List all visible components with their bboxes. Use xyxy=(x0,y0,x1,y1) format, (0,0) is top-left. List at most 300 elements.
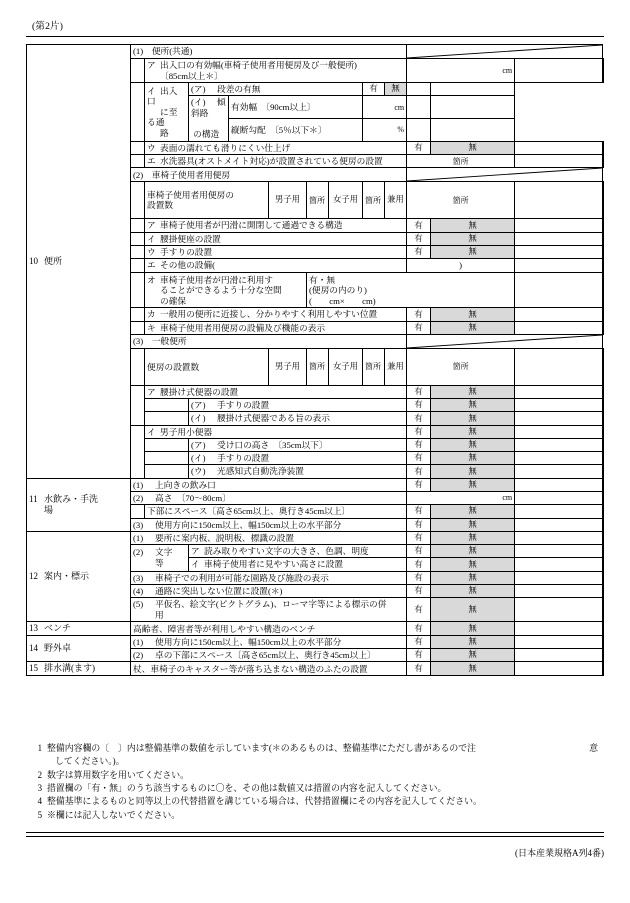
indent-spacer xyxy=(131,245,145,258)
daitai-sochi-entry-cell[interactable] xyxy=(603,245,604,258)
indent-spacer xyxy=(131,505,145,518)
note-item xyxy=(26,782,604,795)
row-marker: イ xyxy=(147,85,156,96)
row-label-dansa-umu xyxy=(189,83,363,96)
row-label-yukouhaba xyxy=(229,96,363,119)
measure-aru[interactable]: 有 xyxy=(407,465,431,478)
sub-marker: (ア) xyxy=(191,400,206,411)
unit-cell-cm: cm xyxy=(407,59,515,83)
table-row xyxy=(27,531,604,544)
diagonal-slash-cell xyxy=(407,45,603,59)
measure-nashi[interactable]: 無 xyxy=(431,245,515,258)
indent-spacer-2 xyxy=(145,399,189,412)
daitai-sochi-entry-cell[interactable] xyxy=(431,96,515,119)
indent-spacer-2 xyxy=(145,412,189,425)
daitai-sochi-entry-cell[interactable] xyxy=(603,219,604,232)
measure-nashi[interactable]: 無 xyxy=(431,141,515,154)
measure-nashi[interactable]: 無 xyxy=(431,622,515,636)
row-marker: (3) xyxy=(133,572,144,583)
daitai-sochi-entry-cell[interactable] xyxy=(603,571,604,584)
row-marker: ア xyxy=(147,220,156,231)
row-text: 要所に案内板、説明板、標識の設置 xyxy=(155,532,294,543)
row-label-ippan-kinsetsu xyxy=(145,308,407,321)
jis-standard-note: (日本産業規格A列4番) xyxy=(515,848,604,858)
row-marker: オ xyxy=(147,274,156,285)
measure-aru[interactable]: 有 xyxy=(407,571,431,584)
note-item xyxy=(26,769,604,782)
table-row xyxy=(27,478,604,491)
sub-text: 手すりの設置 xyxy=(217,400,270,411)
sochi-entry-cell[interactable] xyxy=(515,571,603,584)
accessibility-checklist-table xyxy=(26,44,604,676)
sochi-entry-cell[interactable] xyxy=(515,452,603,465)
sochi-entry-cell[interactable] xyxy=(515,558,603,571)
measure-nashi[interactable]: 無 xyxy=(431,558,515,571)
measure-nashi[interactable]: 無 xyxy=(431,571,515,584)
measure-nashi[interactable]: 無 xyxy=(431,531,515,544)
measure-nashi[interactable]: 無 xyxy=(431,399,515,412)
measure-nashi[interactable]: 無 xyxy=(431,438,515,451)
row-text: 車椅子での利用が可能な園路及び施設の表示 xyxy=(155,572,329,583)
row-label-moji-tou: (2) 文字 等 xyxy=(131,545,189,572)
note-text: 数字は算用数字を用いてください。 xyxy=(47,769,189,780)
note-item xyxy=(26,809,604,822)
daitai-sochi-entry-cell[interactable] xyxy=(603,321,604,334)
row-marker: (1) xyxy=(133,479,144,490)
measure-aru[interactable]: 有 xyxy=(407,531,431,544)
row-label-setsubi-kinou-hyouji xyxy=(145,321,407,334)
row-marker: イ xyxy=(147,233,156,244)
sochi-entry-cell[interactable] xyxy=(515,492,603,505)
sub-marker: イ xyxy=(191,559,200,570)
category-number: 11 xyxy=(29,493,38,504)
daitai-sochi-entry-cell[interactable] xyxy=(603,182,604,219)
measure-aru[interactable]: 有 xyxy=(363,83,385,96)
sub-marker: (ア) xyxy=(191,439,206,450)
category-name: 便所 xyxy=(44,256,63,267)
row-marker: エ xyxy=(147,260,156,271)
daitai-sochi-entry-cell[interactable] xyxy=(603,259,604,272)
sub-text: 車椅子使用者に見やすい高さに設置 xyxy=(204,559,343,570)
sochi-entry-cell[interactable] xyxy=(515,219,603,232)
group-header-benjo-kyotsu: (1) 便所(共通) xyxy=(131,45,407,59)
category-name: ベンチ xyxy=(44,623,72,634)
sub-text: 読み取りやすい文字の大きさ、色調、明度 xyxy=(204,546,369,557)
sochi-entry-cell[interactable] xyxy=(515,259,603,272)
daitai-sochi-entry-cell[interactable] xyxy=(603,155,604,168)
daitai-sochi-entry-cell[interactable] xyxy=(603,492,604,505)
sochi-entry-cell[interactable] xyxy=(515,438,603,451)
measure-aru[interactable]: 有 xyxy=(407,584,431,597)
sochi-entry-cell[interactable] xyxy=(515,232,603,245)
unit-joshi-kasho: 箇所 xyxy=(363,348,385,385)
category-name: 野外卓 xyxy=(44,643,72,654)
measure-aru[interactable]: 有 xyxy=(407,219,431,232)
sub-marker: (ウ) xyxy=(191,466,206,477)
sochi-entry-cell[interactable] xyxy=(515,531,603,544)
unit-cell-percent: % xyxy=(363,119,407,142)
measure-nashi[interactable]: 無 xyxy=(431,518,515,531)
row-marker: (2) xyxy=(133,650,144,661)
measure-aru[interactable]: 有 xyxy=(407,412,431,425)
sochi-entry-cell[interactable] xyxy=(515,155,603,168)
row-text: 水洗器具(オストメイト対応)が設置されている便房の設置 xyxy=(160,156,383,167)
indent-spacer xyxy=(131,232,145,245)
row-text: 腰掛便座の設置 xyxy=(160,233,221,244)
measure-aru[interactable]: 有 xyxy=(407,452,431,465)
measure-aru[interactable]: 有 xyxy=(407,545,431,558)
joshiyou-label: 女子用 xyxy=(332,195,359,205)
measure-aru[interactable]: 有 xyxy=(407,622,431,636)
unit-cell-cm: cm xyxy=(363,96,407,119)
category-cell-10 xyxy=(27,45,131,479)
category-cell-11: 11 水飲み・手洗 場 xyxy=(27,478,131,531)
measure-aru[interactable]: 有 xyxy=(407,662,431,676)
note-continuation: してください。)。 xyxy=(55,756,125,767)
table-row xyxy=(27,662,604,676)
measure-nashi[interactable]: 無 xyxy=(431,321,515,334)
row-label-keisharo-kouzou: (イ) 傾斜路 の構造 xyxy=(189,96,229,141)
row-label-danshiyou-shoubenki xyxy=(145,425,407,438)
sub-text: 手すりの設置 xyxy=(217,453,270,464)
row-label-takasa-70-80 xyxy=(131,492,407,505)
sochi-entry-cell[interactable] xyxy=(515,518,603,531)
row-text: 一般用の便所に近接し、分かりやすく利用しやすい位置 xyxy=(160,309,378,320)
measure-nashi[interactable]: 無 xyxy=(431,308,515,321)
daitai-sochi-entry-cell[interactable] xyxy=(603,399,604,412)
measure-nashi[interactable]: 無 xyxy=(431,219,515,232)
daitai-sochi-entry-cell[interactable] xyxy=(603,348,604,385)
row-marker: (2) xyxy=(133,493,144,503)
form-notes xyxy=(26,742,604,822)
unit-danshi-kasho: 箇所 xyxy=(307,182,329,219)
daitai-sochi-entry-cell[interactable] xyxy=(603,518,604,531)
measure-aru[interactable]: 有 xyxy=(407,505,431,518)
sochi-entry-cell[interactable] xyxy=(515,245,603,258)
table-row xyxy=(27,622,604,636)
category-number: 15 xyxy=(29,663,38,674)
sochi-entry-cell[interactable] xyxy=(515,321,603,334)
note-text: ※欄には記入しないでください。 xyxy=(47,809,181,820)
row-text: 使用方向に150cm以上、幅150cm以上の水平部分 xyxy=(155,519,342,530)
sochi-entry-cell[interactable] xyxy=(515,662,603,676)
sub-marker: (イ) xyxy=(191,453,206,464)
row-label-yomitori-moji xyxy=(189,545,407,558)
sochi-entry-cell[interactable] xyxy=(515,141,603,154)
sochi-entry-cell[interactable] xyxy=(515,505,603,518)
note-far-text: 意 xyxy=(589,743,598,753)
row-text: 高さ 〔70〜80cm〕 xyxy=(155,493,231,503)
danshiyou-label: 男子用 xyxy=(274,361,301,371)
row-label-kabu-space: 下部にスペース〔高さ65cm以上、奥行き45cm以上〕 xyxy=(145,505,407,518)
sochi-entry-cell[interactable] xyxy=(515,545,603,558)
row-marker: ウ xyxy=(147,142,156,153)
kenyou-label: 兼用 xyxy=(387,195,404,205)
bottom-rule-thick xyxy=(26,832,604,833)
sochi-entry-cell[interactable] xyxy=(407,83,431,96)
sub2-text: 有効幅 xyxy=(231,102,258,113)
measure-nashi[interactable]: 無 xyxy=(431,452,515,465)
daitai-sochi-entry-cell[interactable] xyxy=(603,308,604,321)
measure-aru[interactable]: 有 xyxy=(407,635,431,648)
daitai-sochi-entry-cell[interactable] xyxy=(603,584,604,597)
sochi-entry-cell[interactable] xyxy=(515,425,603,438)
col-kenyou xyxy=(385,348,407,385)
daitai-sochi-entry-cell[interactable] xyxy=(603,635,604,648)
row-label-taku-kabu-space xyxy=(131,649,407,662)
row-marker: ア xyxy=(147,386,156,397)
unit-joshi-kasho: 箇所 xyxy=(363,182,385,219)
row-label-uwamuki-nomikuchi xyxy=(131,478,407,491)
measure-aru[interactable]: 有 xyxy=(407,438,431,451)
row-label-tsuro-tosshutsu xyxy=(131,584,407,597)
daitai-sochi-entry-cell[interactable] xyxy=(603,545,604,558)
note-number: 2 xyxy=(37,769,42,780)
measure-nashi[interactable]: 無 xyxy=(431,478,515,491)
row-label-tesuri-setti-3 xyxy=(189,452,407,465)
measure-aru[interactable]: 有 xyxy=(407,478,431,491)
row-text: 使用方向に150cm以上、幅150cm以上の水平部分 xyxy=(155,636,342,647)
note-text xyxy=(47,742,604,769)
category-number: 12 xyxy=(29,571,38,582)
indent-spacer xyxy=(131,321,145,334)
unit-kenyou-kasho: 箇所 xyxy=(407,182,515,219)
close-paren-cell: ) xyxy=(407,259,515,272)
note-number: 3 xyxy=(37,783,42,794)
group-header-kurumaisu-benbou: (2) 車椅子使用者用便房 xyxy=(131,168,407,182)
measure-aru[interactable]: 有 xyxy=(407,232,431,245)
row-label-tesuri-setti xyxy=(145,245,407,258)
daitai-sochi-entry-cell[interactable] xyxy=(431,83,515,96)
indent-spacer xyxy=(131,259,145,272)
measure-aru[interactable]: 有 xyxy=(407,399,431,412)
measure-aru[interactable]: 有 xyxy=(407,518,431,531)
measure-nashi[interactable]: 無 xyxy=(431,465,515,478)
bottom-rule-thin xyxy=(26,836,604,837)
indent-spacer xyxy=(131,385,145,425)
measure-nashi[interactable]: 無 xyxy=(431,545,515,558)
daitai-sochi-entry-cell[interactable] xyxy=(603,558,604,571)
sochi-entry-cell[interactable] xyxy=(515,59,603,83)
daitai-sochi-entry-cell[interactable] xyxy=(603,272,604,308)
daitai-sochi-entry-cell[interactable] xyxy=(603,141,604,154)
measure-aru[interactable]: 有 xyxy=(407,385,431,398)
indent-spacer xyxy=(131,83,145,142)
daitai-sochi-entry-cell[interactable] xyxy=(431,119,515,142)
measure-nashi[interactable]: 無 xyxy=(431,425,515,438)
row-label-juubun-kuukan: オ 車椅子使用者が円滑に利用す ることができるよう十分な空間 の確保 xyxy=(145,272,307,308)
indent-spacer xyxy=(131,59,145,83)
sochi-entry-cell[interactable] xyxy=(515,399,603,412)
sochi-entry-cell[interactable] xyxy=(515,478,603,491)
row-label-koshikake-benza xyxy=(145,232,407,245)
daitai-sochi-entry-cell[interactable] xyxy=(603,385,604,398)
row-text-2: 〔85cm以上＊〕 xyxy=(160,70,223,81)
sochi-entry-cell[interactable] xyxy=(515,412,603,425)
sochi-entry-cell[interactable] xyxy=(515,649,603,662)
daitai-sochi-entry-cell[interactable] xyxy=(603,505,604,518)
measure-aru[interactable]: 有 xyxy=(407,308,431,321)
category-name: 排水溝(ます) xyxy=(44,663,95,674)
row-text: 上向きの飲み口 xyxy=(155,479,216,490)
row-label-enkatsu-kaihei xyxy=(145,219,407,232)
row-marker: ア xyxy=(147,60,156,70)
measure-nashi[interactable]: 無 xyxy=(431,385,515,398)
daitai-sochi-entry-cell[interactable] xyxy=(603,531,604,544)
sochi-entry-cell[interactable] xyxy=(407,96,431,119)
sub2-text: 縦断勾配 xyxy=(231,124,266,135)
measure-nashi[interactable]: 無 xyxy=(431,649,515,662)
daitai-sochi-entry-cell[interactable] xyxy=(603,662,604,676)
measure-nashi[interactable]: 無 xyxy=(431,635,515,648)
sochi-entry-cell[interactable] xyxy=(515,348,603,385)
row-label-haisuikou-futa: 杖、車椅子のキャスター等が落ち込まない構造のふたの設置 xyxy=(131,662,407,676)
row-label-bench-kouzou: 高齢者、障害者等が利用しやすい構造のベンチ xyxy=(131,622,407,636)
sub-text: 腰掛け式便器である旨の表示 xyxy=(217,413,330,424)
row-label-hiragana-pictogram: (5) 平仮名、絵文字(ピクトグラム)、ローマ字等による標示の併 用 xyxy=(131,598,407,622)
top-rule xyxy=(26,36,604,37)
row-marker: キ xyxy=(147,322,156,333)
sub-text: 光感知式自動洗浄装置 xyxy=(217,466,304,477)
sub-marker: (ア) xyxy=(191,84,206,95)
sochi-entry-cell[interactable] xyxy=(515,635,603,648)
measure-nashi[interactable]: 無 xyxy=(431,232,515,245)
sochi-entry-cell[interactable] xyxy=(515,622,603,636)
sochi-entry-cell[interactable] xyxy=(515,272,603,308)
daitai-sochi-entry-cell[interactable] xyxy=(603,412,604,425)
measure-aru[interactable]: 有 xyxy=(407,245,431,258)
note-item xyxy=(26,795,604,808)
category-cell-12 xyxy=(27,531,131,622)
sub2-value: 〔5％以下＊〕 xyxy=(274,124,327,135)
group-header-ippan-benjo: (3) 一般便所 xyxy=(131,334,407,348)
sochi-entry-cell[interactable] xyxy=(515,465,603,478)
sub-text: 受け口の高さ 〔35cm以下〕 xyxy=(217,439,328,450)
unit-cell-kasho: 箇所 xyxy=(407,155,515,168)
category-number: 14 xyxy=(29,643,38,654)
measure-nashi[interactable]: 無 xyxy=(431,584,515,597)
sochi-entry-cell[interactable] xyxy=(407,119,431,142)
measure-aru[interactable]: 有 xyxy=(407,649,431,662)
sochi-entry-cell[interactable] xyxy=(515,385,603,398)
measure-nashi[interactable]: 無 xyxy=(431,662,515,676)
sochi-entry-cell[interactable] xyxy=(515,598,603,622)
daitai-sochi-entry-cell[interactable] xyxy=(603,622,604,636)
row-text: 出入口の有効幅(車椅子使用者用便房及び一般便所) xyxy=(160,60,357,70)
row-label-suihei-bubun-11 xyxy=(131,518,407,531)
indent-spacer xyxy=(131,219,145,232)
table-row xyxy=(27,45,604,59)
daitai-sochi-entry-cell[interactable] xyxy=(603,425,604,438)
category-cell-15 xyxy=(27,662,131,676)
sochi-entry-cell[interactable] xyxy=(515,308,603,321)
category-number: 10 xyxy=(29,256,38,267)
daitai-sochi-entry-cell[interactable] xyxy=(603,232,604,245)
note-number: 1 xyxy=(37,743,42,753)
sub-marker: ア xyxy=(191,546,200,557)
row-text: 手すりの設置 xyxy=(160,246,213,257)
row-text: 表面の濡れても滑りにくい仕上げ xyxy=(160,142,291,153)
measure-aru[interactable]: 有 xyxy=(407,141,431,154)
measure-aru[interactable]: 有 xyxy=(407,558,431,571)
row-label-sonota-setsubi xyxy=(145,259,407,272)
daitai-sochi-entry-cell[interactable] xyxy=(603,59,604,83)
daitai-sochi-entry-cell[interactable] xyxy=(603,452,604,465)
daitai-sochi-entry-cell[interactable] xyxy=(603,478,604,491)
indent-spacer xyxy=(131,348,145,385)
col-kenyou xyxy=(385,182,407,219)
indent-spacer xyxy=(131,182,145,219)
sub-text: 段差の有無 xyxy=(217,84,261,95)
sochi-entry-cell[interactable] xyxy=(515,584,603,597)
row-marker: (2) xyxy=(133,547,144,558)
measure-nashi[interactable]: 無 xyxy=(431,505,515,518)
unit-cell-cm: cm xyxy=(407,492,515,505)
measure-aru[interactable]: 有 xyxy=(407,321,431,334)
daitai-sochi-entry-cell[interactable] xyxy=(603,438,604,451)
danshiyou-label: 男子用 xyxy=(274,195,301,205)
sochi-entry-cell[interactable] xyxy=(515,182,603,219)
note-number: 5 xyxy=(37,809,42,820)
row-marker: (3) xyxy=(133,519,144,530)
daitai-sochi-entry-cell[interactable] xyxy=(603,465,604,478)
row-marker: エ xyxy=(147,156,156,167)
row-label-deiriguchi-yukouhaba xyxy=(145,59,407,83)
row-marker: (1) xyxy=(133,532,144,543)
measure-nashi[interactable]: 無 xyxy=(431,412,515,425)
table-row xyxy=(27,635,604,648)
row-label-suisen-kigu xyxy=(145,155,407,168)
row-text: 車椅子使用者が円滑に開閉して通過できる構造 xyxy=(160,220,343,231)
row-label-juudan-koubai xyxy=(229,119,363,142)
col-danshiyou xyxy=(269,182,307,219)
measure-nashi[interactable]: 無 xyxy=(385,83,407,96)
sub-marker: (イ) xyxy=(191,97,206,108)
daitai-sochi-entry-cell[interactable] xyxy=(603,649,604,662)
sub2-value: 〔90cm以上〕 xyxy=(265,102,316,113)
measure-aru[interactable]: 有 xyxy=(407,425,431,438)
indent-spacer xyxy=(131,155,145,168)
sheet-label: (第2片) xyxy=(32,22,64,32)
category-name: 案内・標示 xyxy=(44,571,90,582)
row-label-miyasui-takasa xyxy=(189,558,407,571)
indent-spacer xyxy=(131,425,145,478)
measure-aru[interactable]: 有 xyxy=(407,598,431,622)
row-marker: カ xyxy=(147,309,156,320)
unit-danshi-kasho: 箇所 xyxy=(307,348,329,385)
diagonal-slash-cell xyxy=(407,334,603,348)
row-label-hikarikanchi-senjou xyxy=(189,465,407,478)
measure-block-naanori: 有・無 (便房の内のり) ( cm× cm) xyxy=(307,272,515,308)
row-label-setti-suu-kurumaisu: 車椅子使用者用便房の 設置数 xyxy=(145,182,269,219)
col-joshiyou xyxy=(329,182,363,219)
row-label-tsuuro: イ 出入口 に至る通 路 xyxy=(145,83,189,142)
row-label-annaiban-setti xyxy=(131,531,407,544)
row-label-enro-shisetsu-hyouji xyxy=(131,571,407,584)
measure-nashi[interactable]: 無 xyxy=(431,598,515,622)
daitai-sochi-entry-cell[interactable] xyxy=(603,598,604,622)
row-label-koshikakeshiki-hyouji xyxy=(189,412,407,425)
row-text: 男子用小便器 xyxy=(160,426,213,437)
col-danshiyou xyxy=(269,348,307,385)
row-marker: ウ xyxy=(147,246,156,257)
category-cell-14 xyxy=(27,635,131,662)
sub-marker: (イ) xyxy=(191,413,206,424)
indent-spacer xyxy=(131,141,145,154)
row-marker: (1) xyxy=(133,636,144,647)
row-marker: イ xyxy=(147,426,156,437)
category-cell-13 xyxy=(27,622,131,636)
